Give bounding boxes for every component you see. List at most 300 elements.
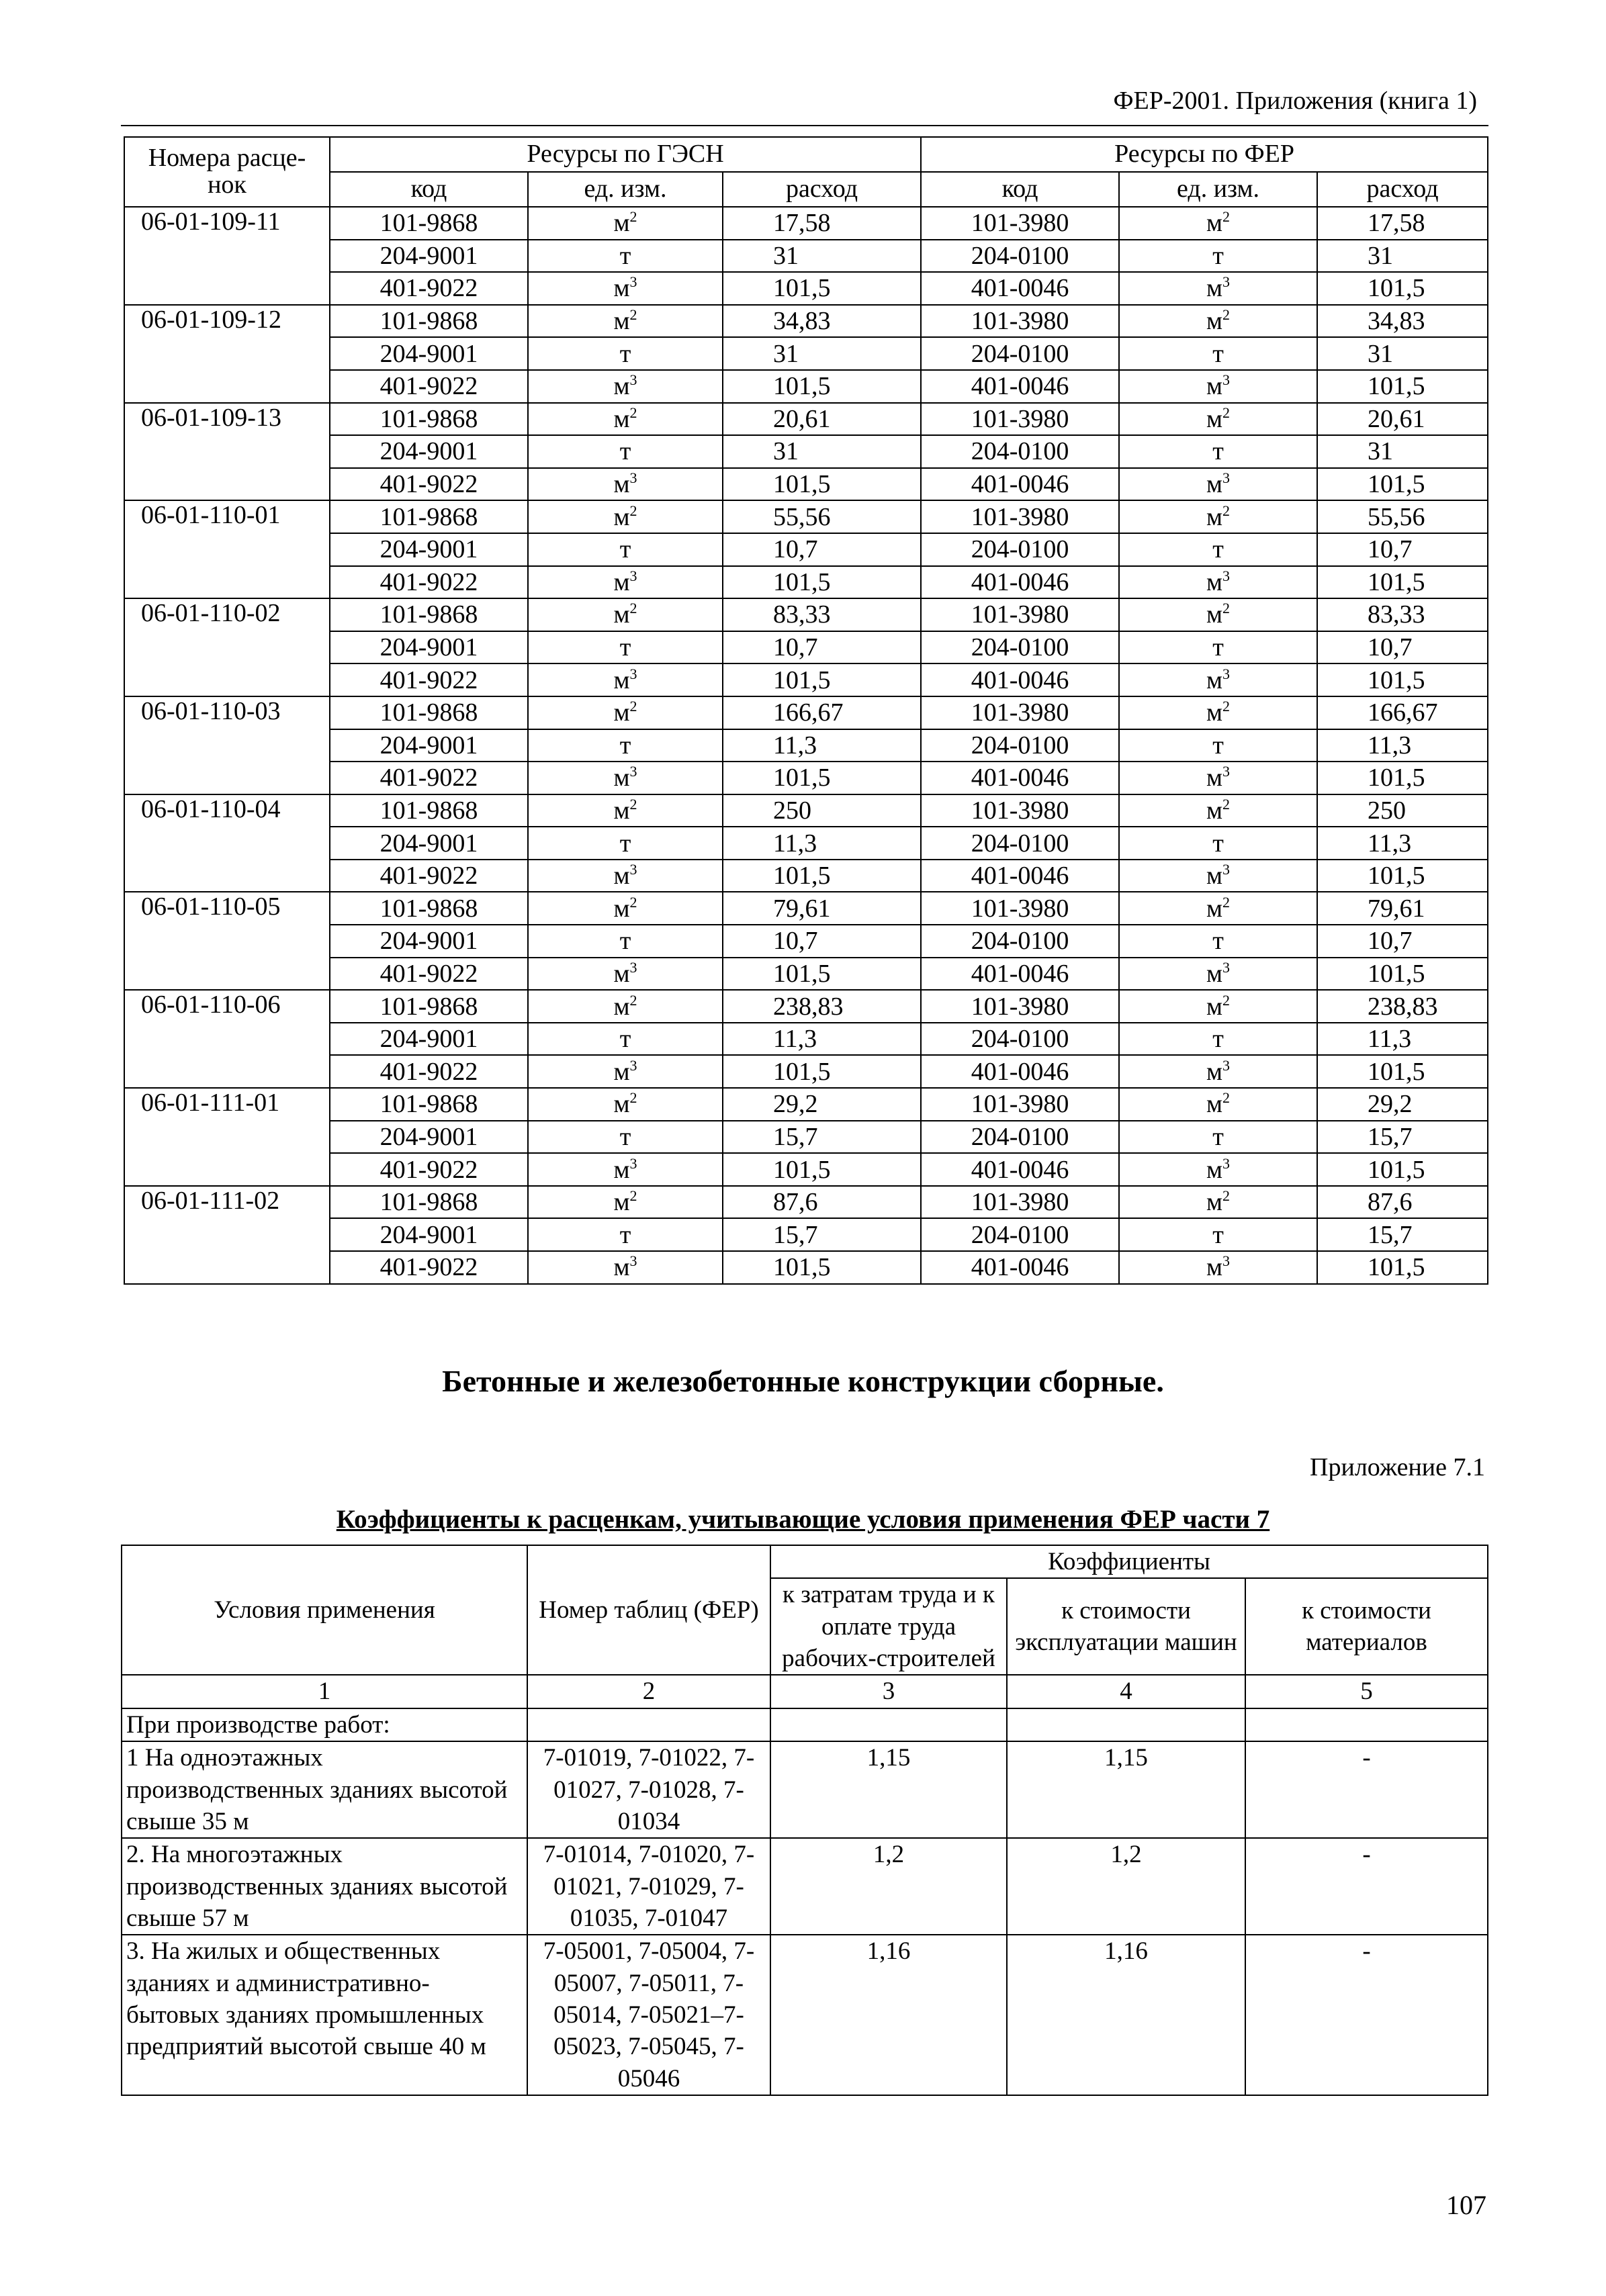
unit-symbol: м <box>613 959 630 988</box>
fer-code: 204-0100 <box>921 1121 1119 1154</box>
gesn-amount: 101,5 <box>723 566 921 599</box>
col-amount-header: расход <box>723 172 921 207</box>
gesn-code: 101-9868 <box>330 500 528 533</box>
pricing-code: 06-01-110-05 <box>124 892 330 990</box>
gesn-unit <box>528 1251 723 1284</box>
unit-power: 3 <box>629 1252 637 1270</box>
gesn-unit <box>528 207 723 240</box>
unit-power: 3 <box>629 1154 637 1172</box>
gesn-amount: 250 <box>723 794 921 827</box>
fer-code: 401-0046 <box>921 762 1119 794</box>
unit-power: 3 <box>1222 469 1231 487</box>
unit-power: 2 <box>629 600 637 617</box>
col-unit-header: ед. изм. <box>1119 172 1317 207</box>
unit-symbol: м <box>1206 1090 1223 1119</box>
table-row <box>124 500 1488 533</box>
unit-symbol: т <box>1212 1122 1224 1151</box>
col-number: 5 <box>1245 1675 1488 1708</box>
fer-code: 101-3980 <box>921 207 1119 240</box>
fer-amount: 101,5 <box>1317 370 1488 403</box>
pricing-code: 06-01-110-01 <box>124 500 330 598</box>
gesn-code: 101-9868 <box>330 990 528 1023</box>
table-row <box>124 892 1488 925</box>
table-row <box>122 1838 1488 1935</box>
unit-power: 3 <box>629 958 637 976</box>
empty-cell <box>1007 1708 1245 1741</box>
gesn-unit <box>528 663 723 696</box>
unit-symbol: м <box>1206 274 1223 303</box>
gesn-unit <box>528 1153 723 1186</box>
empty-cell <box>770 1708 1007 1741</box>
unit-symbol: м <box>1206 1253 1223 1282</box>
fer-code: 101-3980 <box>921 794 1119 827</box>
unit-symbol: т <box>1212 829 1224 858</box>
unit-power: 2 <box>1222 1089 1231 1107</box>
fer-amount: 101,5 <box>1317 1251 1488 1284</box>
unit-power: 3 <box>629 273 637 291</box>
unit-symbol: т <box>1212 339 1224 368</box>
fer-unit <box>1119 990 1317 1023</box>
gesn-amount: 55,56 <box>723 500 921 533</box>
fer-unit <box>1119 370 1317 403</box>
unit-power: 2 <box>1222 502 1231 519</box>
unit-symbol: м <box>613 307 630 336</box>
table-caption: Коэффициенты к расценкам, учитывающие условия применения ФЕР части 7 <box>336 1505 1270 1534</box>
fer-amount: 101,5 <box>1317 1153 1488 1186</box>
unit-power: 2 <box>629 893 637 911</box>
col-number: 4 <box>1007 1675 1245 1708</box>
gesn-code: 101-9868 <box>330 598 528 631</box>
fer-amount: 11,3 <box>1317 729 1488 762</box>
gesn-amount: 17,58 <box>723 207 921 240</box>
fer-amount: 101,5 <box>1317 468 1488 501</box>
fer-amount: 29,2 <box>1317 1088 1488 1121</box>
fer-code: 204-0100 <box>921 827 1119 860</box>
unit-symbol: т <box>619 633 631 662</box>
unit-symbol: м <box>1206 698 1223 727</box>
fer-amount: 101,5 <box>1317 663 1488 696</box>
fer-code: 101-3980 <box>921 598 1119 631</box>
unit-symbol: м <box>613 372 630 401</box>
unit-symbol: т <box>619 1025 631 1054</box>
fer-amount: 55,56 <box>1317 500 1488 533</box>
condition-cell: 1 На одноэтажных производственных зданиях высотой свыше 35 м <box>122 1741 527 1838</box>
unit-symbol: м <box>1206 1188 1223 1217</box>
table-row <box>124 990 1488 1023</box>
gesn-amount: 15,7 <box>723 1218 921 1251</box>
gesn-code: 401-9022 <box>330 958 528 991</box>
unit-symbol: м <box>1206 1155 1223 1184</box>
gesn-unit <box>528 631 723 664</box>
unit-symbol: м <box>613 665 630 694</box>
fer-unit <box>1119 1153 1317 1186</box>
fer-unit <box>1119 566 1317 599</box>
gesn-unit <box>528 1055 723 1088</box>
fer-unit <box>1119 598 1317 631</box>
fer-code: 401-0046 <box>921 1153 1119 1186</box>
materials-coef-cell: - <box>1245 1741 1488 1838</box>
pricing-code: 06-01-109-12 <box>124 305 330 403</box>
gesn-amount: 101,5 <box>723 1251 921 1284</box>
gesn-unit <box>528 468 723 501</box>
unit-power: 2 <box>1222 698 1231 715</box>
fer-unit <box>1119 794 1317 827</box>
pricing-code: 06-01-110-04 <box>124 794 330 892</box>
empty-cell <box>1245 1708 1488 1741</box>
gesn-code: 101-9868 <box>330 403 528 436</box>
group-coefficients-header: Коэффициенты <box>770 1545 1488 1578</box>
unit-power: 2 <box>1222 795 1231 813</box>
gesn-code: 401-9022 <box>330 468 528 501</box>
col-tables-header: Номер таблиц (ФЕР) <box>527 1545 770 1675</box>
gesn-amount: 29,2 <box>723 1088 921 1121</box>
fer-code: 401-0046 <box>921 370 1119 403</box>
unit-symbol: т <box>619 241 631 270</box>
gesn-code: 204-9001 <box>330 925 528 958</box>
unit-symbol: т <box>1212 1220 1224 1249</box>
unit-symbol: м <box>613 894 630 923</box>
unit-power: 3 <box>1222 861 1231 878</box>
fer-unit <box>1119 1121 1317 1154</box>
fer-code: 101-3980 <box>921 990 1119 1023</box>
gesn-unit <box>528 337 723 370</box>
resource-table-body <box>124 207 1488 1284</box>
fer-code: 204-0100 <box>921 1023 1119 1056</box>
col-pricing-header: Номера расце-нок <box>124 137 330 207</box>
col-materials-header: к стоимости материалов <box>1245 1578 1488 1675</box>
labor-coef-cell: 1,16 <box>770 1935 1007 2095</box>
fer-amount: 83,33 <box>1317 598 1488 631</box>
gesn-code: 101-9868 <box>330 207 528 240</box>
fer-code: 401-0046 <box>921 272 1119 305</box>
gesn-amount: 101,5 <box>723 468 921 501</box>
unit-symbol: м <box>613 992 630 1021</box>
col-number: 1 <box>122 1675 527 1708</box>
unit-power: 2 <box>629 502 637 519</box>
unit-power: 2 <box>1222 208 1231 226</box>
unit-symbol: т <box>1212 535 1224 564</box>
unit-power: 2 <box>1222 600 1231 617</box>
unit-power: 2 <box>629 404 637 421</box>
fer-amount: 15,7 <box>1317 1218 1488 1251</box>
gesn-amount: 31 <box>723 240 921 273</box>
gesn-unit <box>528 990 723 1023</box>
gesn-unit <box>528 272 723 305</box>
unit-symbol: т <box>619 535 631 564</box>
fer-amount: 10,7 <box>1317 631 1488 664</box>
fer-code: 204-0100 <box>921 337 1119 370</box>
col-number: 3 <box>770 1675 1007 1708</box>
fer-unit <box>1119 827 1317 860</box>
gesn-code: 401-9022 <box>330 1153 528 1186</box>
gesn-unit <box>528 1121 723 1154</box>
fer-amount: 31 <box>1317 240 1488 273</box>
table-row <box>122 1741 1488 1838</box>
fer-amount: 10,7 <box>1317 925 1488 958</box>
unit-symbol: м <box>613 1188 630 1217</box>
gesn-unit <box>528 1088 723 1121</box>
unit-power: 2 <box>629 795 637 813</box>
col-conditions-header: Условия применения <box>122 1545 527 1675</box>
fer-amount: 250 <box>1317 794 1488 827</box>
fer-unit <box>1119 1023 1317 1056</box>
gesn-code: 401-9022 <box>330 762 528 794</box>
gesn-amount: 101,5 <box>723 663 921 696</box>
gesn-amount: 166,67 <box>723 696 921 729</box>
gesn-unit <box>528 370 723 403</box>
gesn-code: 401-9022 <box>330 1251 528 1284</box>
unit-symbol: м <box>1206 764 1223 792</box>
gesn-unit <box>528 1023 723 1056</box>
gesn-unit <box>528 305 723 338</box>
gesn-amount: 101,5 <box>723 370 921 403</box>
fer-unit <box>1119 663 1317 696</box>
unit-symbol: т <box>619 1220 631 1249</box>
fer-amount: 20,61 <box>1317 403 1488 436</box>
fer-amount: 101,5 <box>1317 272 1488 305</box>
pricing-code: 06-01-109-13 <box>124 403 330 501</box>
gesn-code: 204-9001 <box>330 240 528 273</box>
fer-code: 101-3980 <box>921 696 1119 729</box>
unit-power: 2 <box>1222 1187 1231 1205</box>
unit-symbol: м <box>613 1090 630 1119</box>
unit-symbol: т <box>1212 437 1224 466</box>
fer-code: 401-0046 <box>921 1251 1119 1284</box>
coefficient-table-body <box>122 1741 1488 2095</box>
fer-code: 101-3980 <box>921 403 1119 436</box>
unit-symbol: м <box>1206 796 1223 825</box>
unit-symbol: м <box>613 209 630 238</box>
fer-unit <box>1119 1088 1317 1121</box>
gesn-amount: 10,7 <box>723 533 921 566</box>
fer-code: 101-3980 <box>921 892 1119 925</box>
header-rule <box>121 125 1488 126</box>
unit-power: 3 <box>1222 1154 1231 1172</box>
unit-symbol: м <box>613 470 630 499</box>
group-fer-header: Ресурсы по ФЕР <box>921 137 1488 172</box>
gesn-amount: 10,7 <box>723 925 921 958</box>
unit-symbol: м <box>1206 404 1223 433</box>
gesn-code: 204-9001 <box>330 337 528 370</box>
fer-unit <box>1119 403 1317 436</box>
col-number: 2 <box>527 1675 770 1708</box>
fer-code: 401-0046 <box>921 566 1119 599</box>
table-row <box>124 1088 1488 1121</box>
unit-symbol: м <box>613 1253 630 1282</box>
fer-amount: 10,7 <box>1317 533 1488 566</box>
unit-symbol: м <box>613 404 630 433</box>
unit-power: 3 <box>629 861 637 878</box>
unit-symbol: м <box>613 1057 630 1086</box>
unit-symbol: м <box>1206 894 1223 923</box>
gesn-unit <box>528 1218 723 1251</box>
gesn-code: 204-9001 <box>330 1121 528 1154</box>
unit-symbol: м <box>1206 209 1223 238</box>
unit-power: 2 <box>629 208 637 226</box>
unit-symbol: т <box>619 731 631 760</box>
labor-coef-cell: 1,15 <box>770 1741 1007 1838</box>
labor-coef-cell: 1,2 <box>770 1838 1007 1935</box>
gesn-unit <box>528 435 723 468</box>
gesn-unit <box>528 403 723 436</box>
unit-power: 3 <box>629 1056 637 1074</box>
running-header: ФЕР-2001. Приложения (книга 1) <box>1113 87 1477 115</box>
gesn-unit <box>528 500 723 533</box>
fer-amount: 101,5 <box>1317 762 1488 794</box>
table-row <box>124 598 1488 631</box>
fer-amount: 11,3 <box>1317 827 1488 860</box>
col-amount-header: расход <box>1317 172 1488 207</box>
unit-symbol: м <box>613 502 630 531</box>
gesn-amount: 101,5 <box>723 860 921 892</box>
gesn-unit <box>528 860 723 892</box>
gesn-amount: 79,61 <box>723 892 921 925</box>
unit-symbol: т <box>619 1122 631 1151</box>
unit-power: 2 <box>1222 404 1231 421</box>
unit-power: 2 <box>629 306 637 324</box>
gesn-code: 401-9022 <box>330 272 528 305</box>
machines-coef-cell: 1,16 <box>1007 1935 1245 2095</box>
unit-symbol: м <box>1206 307 1223 336</box>
unit-power: 3 <box>1222 958 1231 976</box>
fer-unit <box>1119 892 1317 925</box>
unit-power: 2 <box>629 1187 637 1205</box>
unit-symbol: т <box>619 339 631 368</box>
fer-code: 401-0046 <box>921 958 1119 991</box>
condition-cell: 3. На жилых и общественных зданиях и административно-бытовых зданиях промышленных предприятий высотой свыше 40 м <box>122 1935 527 2095</box>
fer-amount: 101,5 <box>1317 958 1488 991</box>
fer-code: 401-0046 <box>921 860 1119 892</box>
fer-amount: 31 <box>1317 337 1488 370</box>
col-code-header: код <box>921 172 1119 207</box>
fer-code: 204-0100 <box>921 435 1119 468</box>
gesn-amount: 87,6 <box>723 1186 921 1219</box>
unit-power: 2 <box>1222 991 1231 1009</box>
unit-symbol: т <box>1212 1025 1224 1054</box>
col-labor-header: к затратам труда и к оплате труда рабочих-строителей <box>770 1578 1007 1675</box>
unit-symbol: м <box>613 274 630 303</box>
unit-power: 3 <box>1222 273 1231 291</box>
unit-symbol: м <box>613 862 630 890</box>
fer-unit <box>1119 1251 1317 1284</box>
gesn-unit <box>528 598 723 631</box>
fer-unit <box>1119 468 1317 501</box>
tables-cell: 7-05001, 7-05004, 7-05007, 7-05011, 7-05014, 7-05021–7-05023, 7-05045, 7-05046 <box>527 1935 770 2095</box>
unit-symbol: м <box>613 1155 630 1184</box>
unit-power: 2 <box>1222 893 1231 911</box>
fer-code: 101-3980 <box>921 305 1119 338</box>
machines-coef-cell: 1,2 <box>1007 1838 1245 1935</box>
gesn-unit <box>528 729 723 762</box>
fer-unit <box>1119 207 1317 240</box>
table-row <box>124 794 1488 827</box>
unit-symbol: м <box>1206 1057 1223 1086</box>
gesn-code: 204-9001 <box>330 631 528 664</box>
gesn-code: 101-9868 <box>330 1088 528 1121</box>
fer-code: 204-0100 <box>921 1218 1119 1251</box>
gesn-amount: 101,5 <box>723 1153 921 1186</box>
fer-code: 401-0046 <box>921 663 1119 696</box>
empty-cell <box>527 1708 770 1741</box>
unit-symbol: м <box>613 796 630 825</box>
gesn-unit <box>528 566 723 599</box>
gesn-amount: 101,5 <box>723 958 921 991</box>
fer-unit <box>1119 533 1317 566</box>
pricing-code: 06-01-110-02 <box>124 598 330 696</box>
tables-cell: 7-01019, 7-01022, 7-01027, 7-01028, 7-01034 <box>527 1741 770 1838</box>
gesn-code: 204-9001 <box>330 729 528 762</box>
unit-power: 3 <box>629 567 637 584</box>
fer-unit <box>1119 925 1317 958</box>
gesn-amount: 101,5 <box>723 762 921 794</box>
unit-symbol: м <box>613 567 630 596</box>
gesn-unit <box>528 925 723 958</box>
unit-power: 2 <box>629 991 637 1009</box>
gesn-amount: 101,5 <box>723 272 921 305</box>
fer-code: 401-0046 <box>921 468 1119 501</box>
fer-unit <box>1119 272 1317 305</box>
gesn-unit <box>528 794 723 827</box>
gesn-unit <box>528 827 723 860</box>
pricing-code: 06-01-111-02 <box>124 1186 330 1284</box>
gesn-amount: 34,83 <box>723 305 921 338</box>
fer-code: 204-0100 <box>921 631 1119 664</box>
unit-power: 3 <box>1222 567 1231 584</box>
unit-symbol: т <box>1212 633 1224 662</box>
tables-cell: 7-01014, 7-01020, 7-01021, 7-01029, 7-01035, 7-01047 <box>527 1838 770 1935</box>
group-gesn-header: Ресурсы по ГЭСН <box>330 137 921 172</box>
fer-code: 401-0046 <box>921 1055 1119 1088</box>
fer-code: 204-0100 <box>921 533 1119 566</box>
fer-unit <box>1119 435 1317 468</box>
gesn-unit <box>528 1186 723 1219</box>
materials-coef-cell: - <box>1245 1838 1488 1935</box>
gesn-code: 204-9001 <box>330 435 528 468</box>
pricing-code: 06-01-109-11 <box>124 207 330 305</box>
gesn-amount: 31 <box>723 337 921 370</box>
gesn-code: 401-9022 <box>330 1055 528 1088</box>
col-machines-header: к стоимости эксплуатации машин <box>1007 1578 1245 1675</box>
gesn-code: 401-9022 <box>330 566 528 599</box>
unit-symbol: м <box>1206 470 1223 499</box>
gesn-amount: 11,3 <box>723 827 921 860</box>
materials-coef-cell: - <box>1245 1935 1488 2095</box>
page-number: 107 <box>1446 2190 1486 2220</box>
unit-power: 2 <box>629 698 637 715</box>
unit-power: 3 <box>1222 1252 1231 1270</box>
gesn-code: 101-9868 <box>330 305 528 338</box>
table-row <box>124 207 1488 240</box>
fer-amount: 238,83 <box>1317 990 1488 1023</box>
fer-amount: 87,6 <box>1317 1186 1488 1219</box>
gesn-amount: 31 <box>723 435 921 468</box>
gesn-unit <box>528 892 723 925</box>
unit-symbol: м <box>1206 959 1223 988</box>
unit-symbol: т <box>619 829 631 858</box>
table-row <box>124 403 1488 436</box>
pricing-code: 06-01-110-06 <box>124 990 330 1088</box>
unit-symbol: т <box>619 927 631 956</box>
gesn-code: 204-9001 <box>330 1218 528 1251</box>
gesn-code: 101-9868 <box>330 794 528 827</box>
resource-table <box>124 136 1488 1285</box>
gesn-amount: 15,7 <box>723 1121 921 1154</box>
fer-unit <box>1119 305 1317 338</box>
fer-unit <box>1119 729 1317 762</box>
unit-symbol: м <box>1206 600 1223 629</box>
unit-symbol: м <box>1206 862 1223 890</box>
fer-amount: 34,83 <box>1317 305 1488 338</box>
